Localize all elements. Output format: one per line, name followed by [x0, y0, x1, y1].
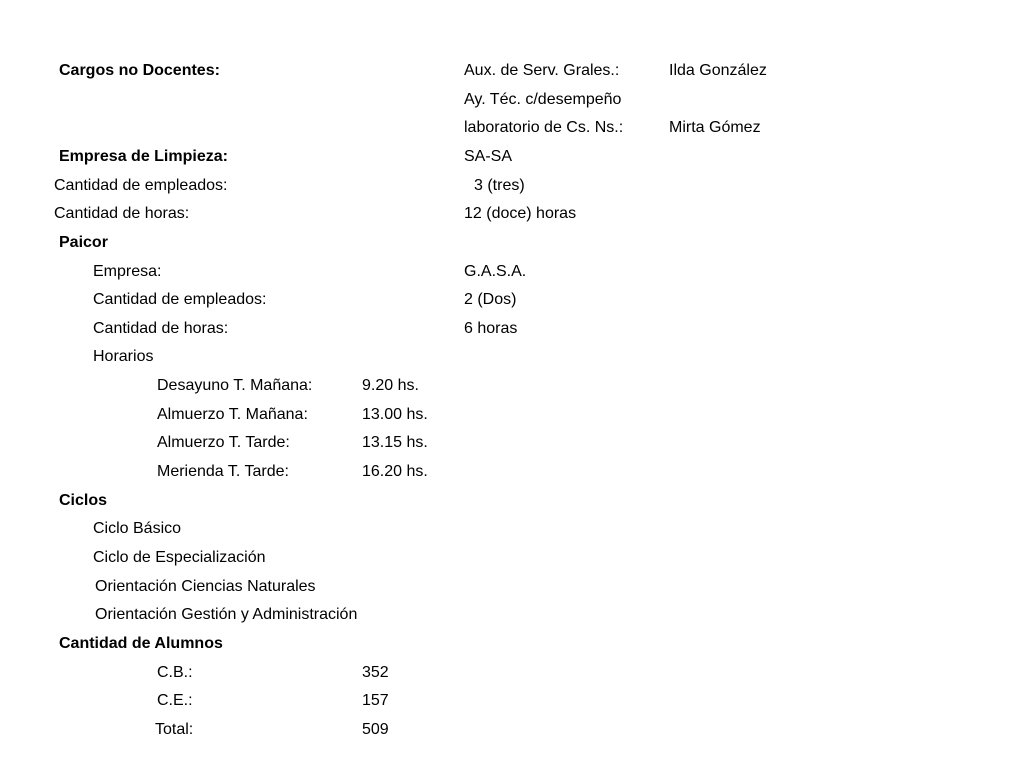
students-heading: Cantidad de Alumnos	[59, 635, 223, 652]
schedule-time: 9.20 hs.	[362, 377, 419, 394]
paicor-schedule-label: Horarios	[93, 348, 154, 365]
staff-role-aux: Aux. de Serv. Grales.:	[464, 62, 620, 79]
paicor-heading: Paicor	[59, 234, 108, 251]
cleaning-employees-value: 3 (tres)	[474, 177, 525, 194]
cleaning-hours-label: Cantidad de horas:	[54, 205, 190, 222]
paicor-hours-value: 6 horas	[464, 320, 518, 337]
paicor-company-value: G.A.S.A.	[464, 263, 527, 280]
students-total-label: Total:	[155, 721, 194, 738]
cycle-basic: Ciclo Básico	[93, 520, 182, 537]
staff-role-tech-line1: Ay. Téc. c/desempeño	[464, 91, 622, 108]
cycle-specialization: Ciclo de Especialización	[93, 549, 266, 566]
schedule-meal: Almuerzo T. Tarde:	[157, 434, 290, 451]
staff-name-aux: Ilda González	[669, 62, 767, 79]
students-row-value: 157	[362, 692, 389, 709]
cleaning-hours-value: 12 (doce) horas	[464, 205, 577, 222]
students-row-label: C.B.:	[157, 664, 193, 681]
students-row-value: 352	[362, 664, 389, 681]
orientation-natural-sciences: Orientación Ciencias Naturales	[95, 578, 316, 595]
orientation-management: Orientación Gestión y Administración	[95, 606, 358, 623]
students-total-value: 509	[362, 721, 389, 738]
cleaning-heading: Empresa de Limpieza:	[59, 148, 228, 165]
paicor-company-label: Empresa:	[93, 263, 162, 280]
paicor-employees-value: 2 (Dos)	[464, 291, 517, 308]
schedule-time: 13.00 hs.	[362, 406, 428, 423]
staff-name-tech: Mirta Gómez	[669, 119, 761, 136]
staff-heading: Cargos no Docentes:	[59, 62, 220, 79]
paicor-employees-label: Cantidad de empleados:	[93, 291, 267, 308]
staff-role-tech-line2: laboratorio de Cs. Ns.:	[464, 119, 624, 136]
schedule-time: 16.20 hs.	[362, 463, 428, 480]
schedule-meal: Desayuno T. Mañana:	[157, 377, 313, 394]
paicor-hours-label: Cantidad de horas:	[93, 320, 229, 337]
schedule-time: 13.15 hs.	[362, 434, 428, 451]
cycles-heading: Ciclos	[59, 492, 108, 509]
cleaning-employees-label: Cantidad de empleados:	[54, 177, 228, 194]
schedule-meal: Almuerzo T. Mañana:	[157, 406, 308, 423]
schedule-meal: Merienda T. Tarde:	[157, 463, 289, 480]
cleaning-company: SA-SA	[464, 148, 513, 165]
students-row-label: C.E.:	[157, 692, 193, 709]
